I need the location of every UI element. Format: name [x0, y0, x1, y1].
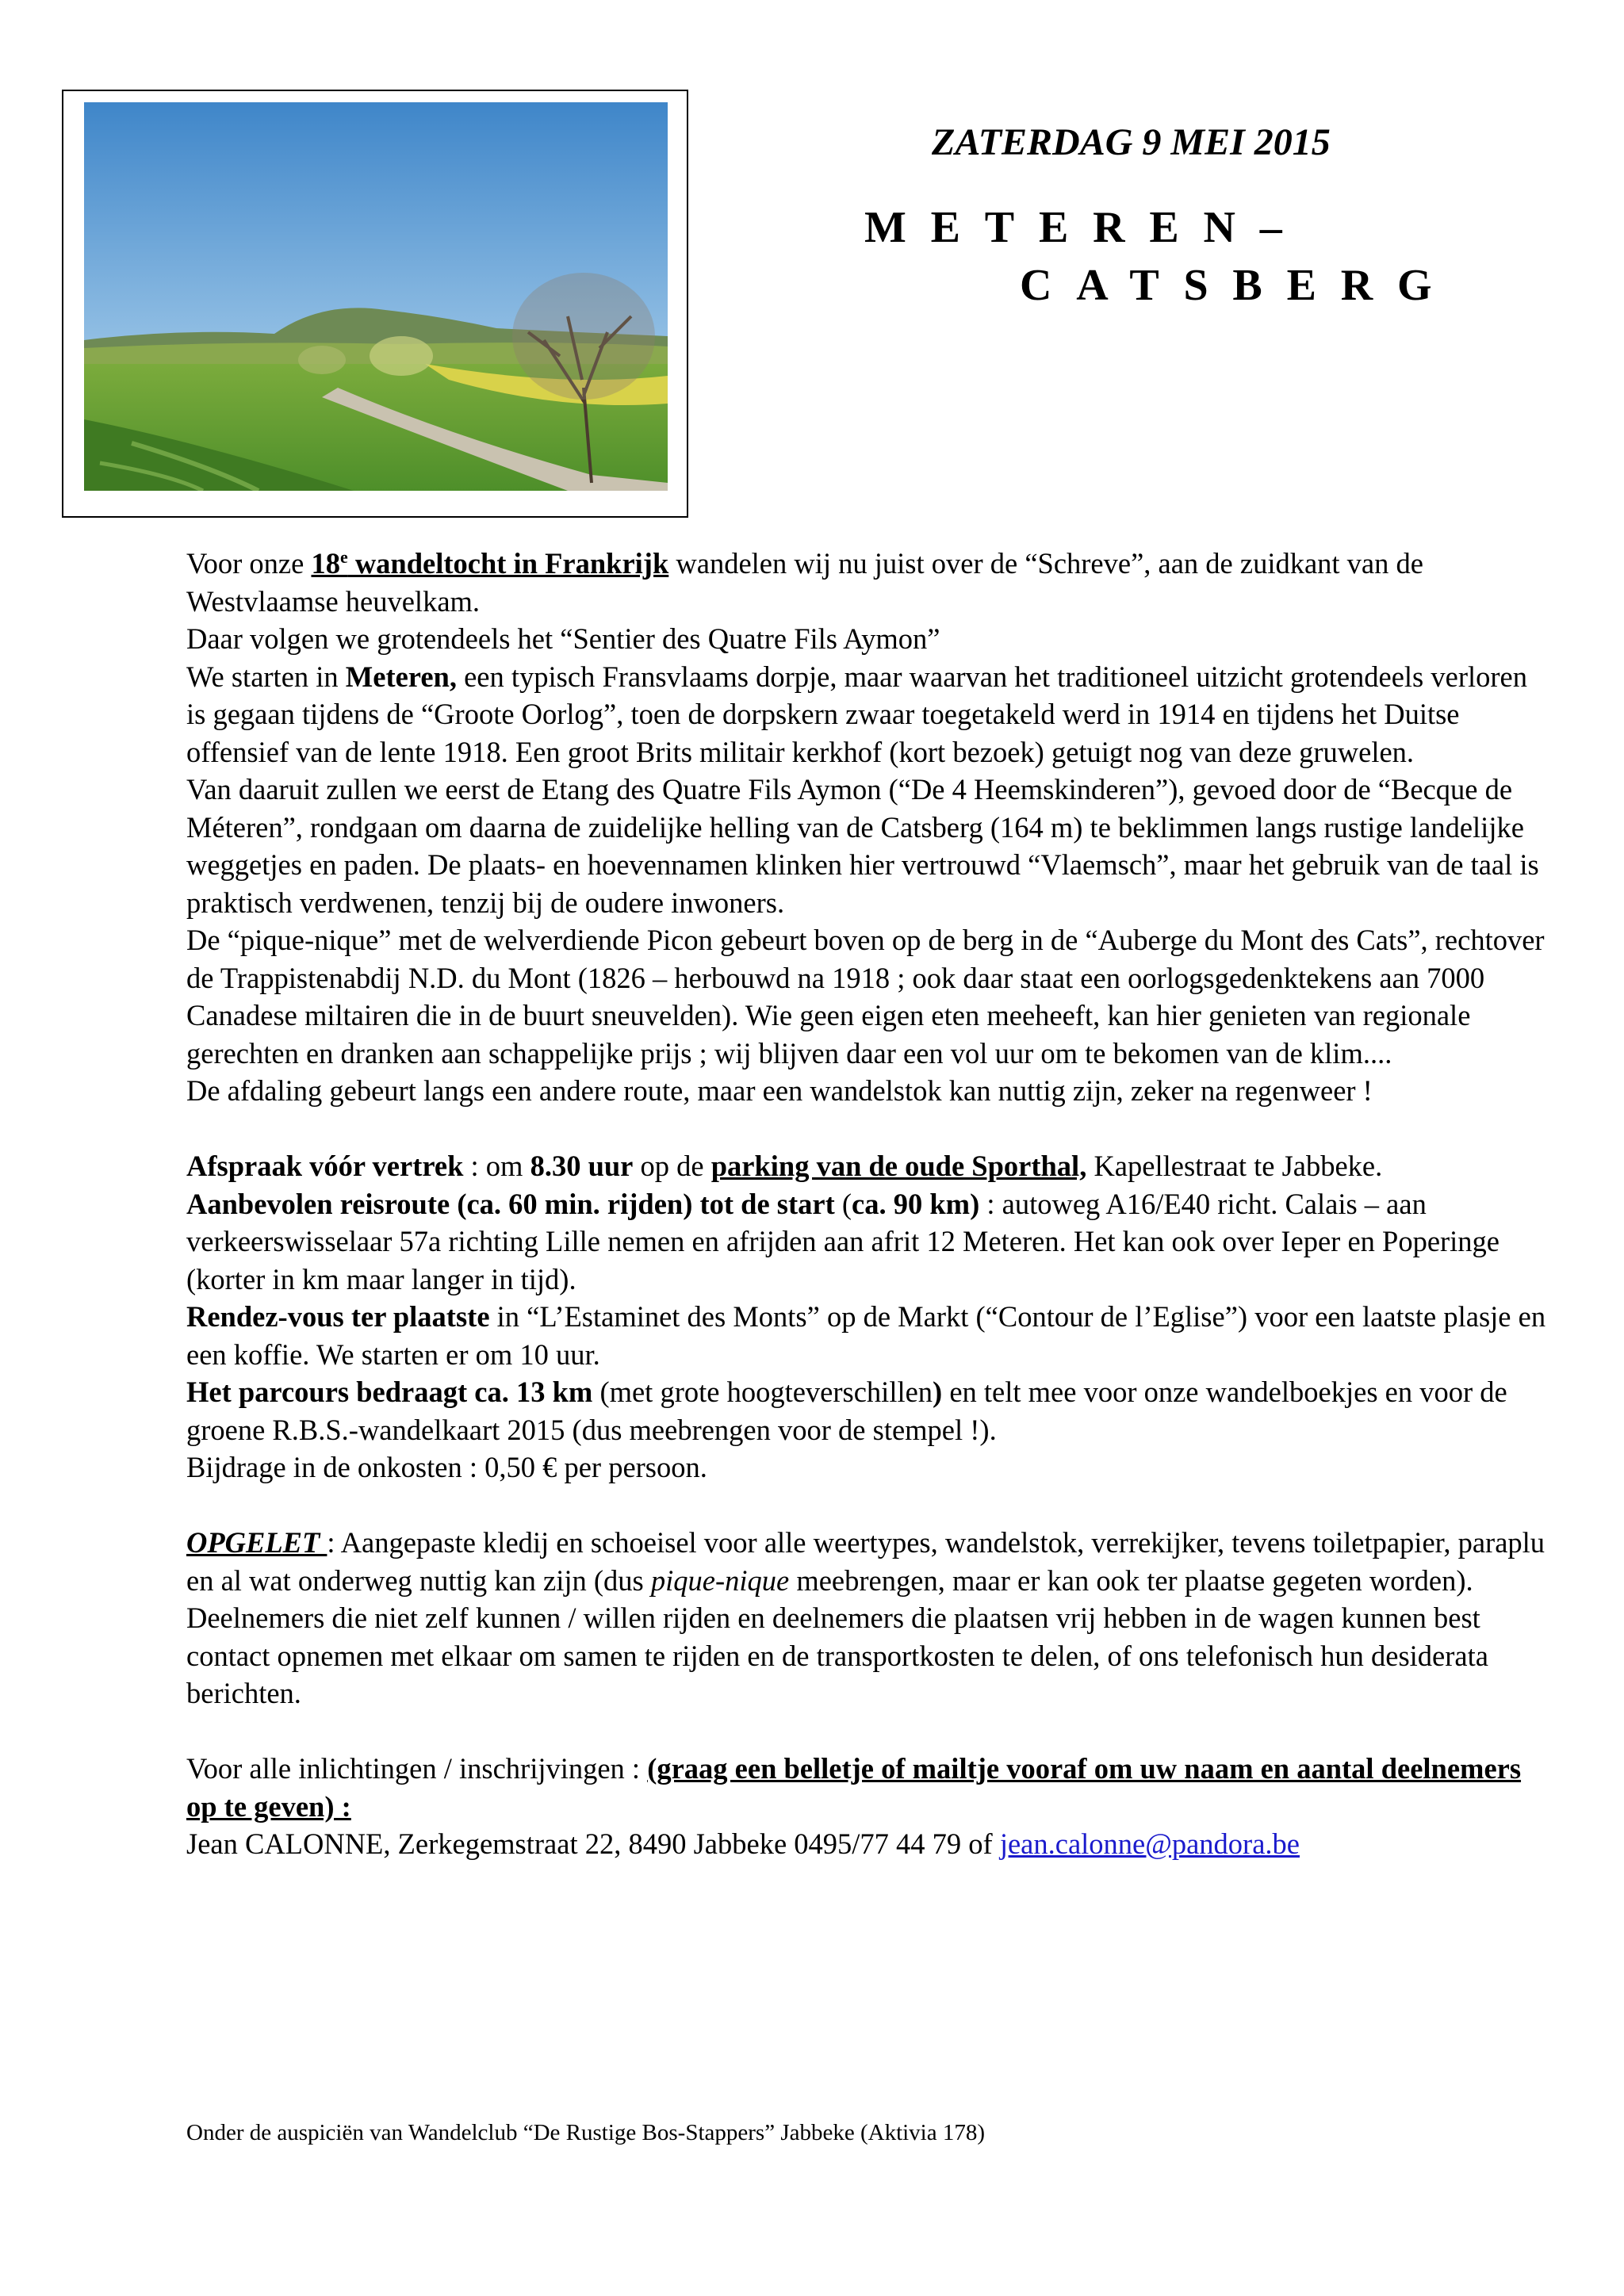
footer-note: Onder de auspiciën van Wandelclub “De Rustige Bos-Stappers” Jabbeke (Aktivia 178)	[186, 2120, 986, 2145]
cost: Bijdrage in de onkosten : 0,50 € per persoon.	[186, 1451, 707, 1483]
document-body	[186, 545, 1550, 1863]
event-title-line-1: METEREN–	[864, 203, 1307, 252]
event-date: ZATERDAG 9 MEI 2015	[932, 121, 1331, 163]
intro-paragraph-2: Daar volgen we grotendeels het “Sentier des Quatre Fils Aymon”	[186, 622, 940, 655]
intro-paragraph-3: We starten in Meteren, een typisch Fransvlaams dorpje, maar waarvan het traditioneel uitzicht grotendeels verloren is gegaan tijdens de “Groote Oorlog”, toen de dorpskern zwaar toegetakeld werd in 1914 en tijdens het Duitse offensief van de lente 1918. Een groot Brits militair kerkhof (kort bezoek) getuigt nog van deze gruwelen.	[186, 660, 1527, 768]
walk-number: 18e wandeltocht in Frankrijk	[311, 546, 669, 580]
intro-paragraph-1: Voor onze 18e wandeltocht in Frankrijk wandelen wij nu juist over de “Schreve”, aan de zuidkant van de Westvlaamse heuvelkam.	[186, 546, 1423, 618]
landscape-photo	[84, 102, 668, 491]
intro-paragraph-4: Van daaruit zullen we eerst de Etang des Quatre Fils Aymon (“De 4 Heemskinderen”), gevoed door de “Becque de Méteren”, rondgaan om daarna de zuidelijke helling van de Catsberg (164 m) te beklimmen langs rustige landelijke weggetjes en paden. De plaats- en hoevennamen klinken hier vertrouwd “Vlaemsch”, maar het gebruik van de taal is praktisch verdwenen, tenzij bij de oudere inwoners.	[186, 773, 1539, 919]
travel-route: Aanbevolen reisroute (ca. 60 min. rijden) tot de start (ca. 90 km) : autoweg A16/E40 richt. Calais – aan verkeerswisselaar 57a richting Lille nemen en afrijden aan afrit 12 Meteren. Het kan ook over Ieper en Poperinge (korter in km maar langer in tijd).	[186, 1187, 1500, 1295]
email-link[interactable]: jean.calonne@pandora.be	[999, 1827, 1300, 1860]
contact-intro: Voor alle inlichtingen / inschrijvingen : (graag een belletje of mailtje vooraf om uw naam en aantal deelnemers op te geven) :	[186, 1752, 1522, 1823]
route-length: Het parcours bedraagt ca. 13 km (met grote hoogteverschillen) en telt mee voor onze wandelboekjes en voor de groene R.B.S.-wandelkaart 2015 (dus meebrengen voor de stempel !).	[186, 1376, 1507, 1446]
contact-details: Jean CALONNE, Zerkegemstraat 22, 8490 Jabbeke 0495/77 44 79 of jean.calonne@pandora.be	[186, 1827, 1300, 1860]
meeting-point: Afspraak vóór vertrek : om 8.30 uur op de parking van de oude Sporthal, Kapellestraat te Jabbeke.	[186, 1150, 1383, 1182]
event-title-line-2: CATSBERG	[1020, 261, 1457, 310]
intro-paragraph-6: De afdaling gebeurt langs een andere route, maar een wandelstok kan nuttig zijn, zeker na regenweer !	[186, 1074, 1373, 1107]
photo-frame	[62, 90, 688, 518]
intro-paragraph-5: De “pique-nique” met de welverdiende Picon gebeurt boven op de berg in de “Auberge du Mont des Cats”, rechtover de Trappistenabdij N.D. du Mont (1826 – herbouwd na 1918 ; ook daar staat een oorlogsgedenktekens aan 7000 Canadese miltairen die in de buurt sneuvelden). Wie geen eigen eten meeheeft, kan hier genieten van regionale gerechten en dranken aan schappelijke prijs ; wij blijven daar een vol uur om te bekomen van de klim....	[186, 924, 1545, 1070]
rendezvous: Rendez-vous ter plaatste in “L’Estaminet des Monts” op de Markt (“Contour de l’Eglise”) voor een laatste plasje en een koffie. We starten er om 10 uur.	[186, 1300, 1546, 1371]
notice: OPGELET : Aangepaste kledij en schoeisel voor alle weertypes, wandelstok, verrekijker, tevens toiletpapier, paraplu en al wat onderweg nuttig kan zijn (dus pique-nique meebrengen, maar er kan ook ter plaatse gegeten worden).	[186, 1526, 1545, 1597]
carpool-note: Deelnemers die niet zelf kunnen / willen rijden en deelnemers die plaatsen vrij hebben in de wagen kunnen best contact opnemen met elkaar om samen te rijden en de transportkosten te delen, of ons telefonisch hun desiderata berichten.	[186, 1601, 1488, 1709]
